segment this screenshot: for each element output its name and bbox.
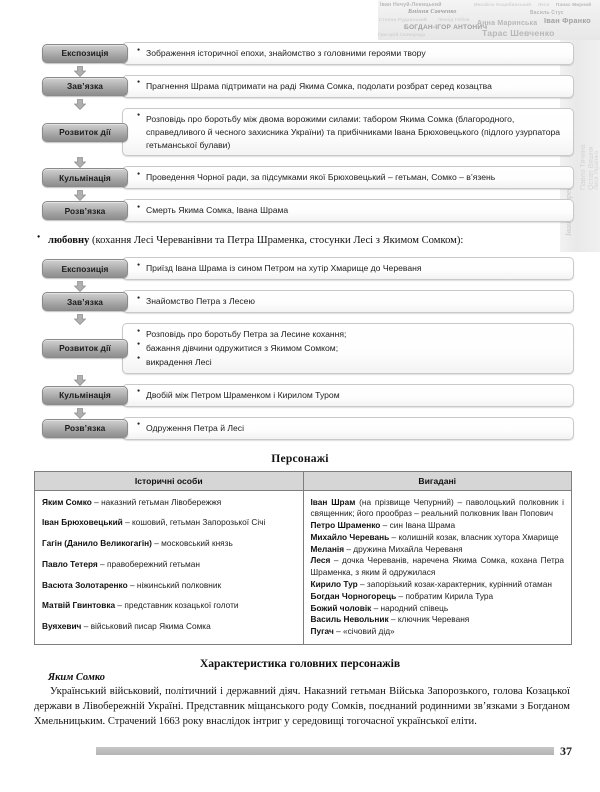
character-entry-name: Гагін (Данило Великогагін) (42, 538, 152, 549)
character-entry-desc: – дочка Череванів, наречена Якима Сомка, кохана Петра Шраменка, з яким й одружилася (310, 555, 564, 578)
list-item: ● Двобій між Петром Шраменком і Кирилом Туром (137, 389, 565, 402)
stage-content-box (122, 323, 574, 374)
stage-badge: Експозиція (42, 259, 128, 278)
stage-badge: Зав’язка (42, 77, 128, 96)
character-entry-desc: – син Івана Шрама (380, 520, 456, 531)
character-entry-desc: – «січовий дід» (333, 626, 395, 637)
page-title-characters: Персонажі (271, 451, 329, 465)
stage-badge: Розвиток дії (42, 339, 128, 358)
character-entry-desc: – народний співець (371, 602, 449, 613)
down-arrow-icon (74, 157, 86, 168)
character-entry (42, 538, 296, 550)
plot-flowchart-historical (0, 42, 600, 222)
character-entry-name: Меланія (310, 543, 345, 554)
character-entry (311, 520, 565, 532)
flow-stage-row (0, 166, 600, 189)
table-header-row (35, 471, 572, 490)
flow-stage-row (0, 257, 600, 280)
flow-stage-row (0, 384, 600, 407)
stage-content-box (122, 166, 574, 189)
character-entry (311, 603, 565, 615)
flow-stage-row (0, 108, 600, 157)
decorative-word: Іван Нечуй-Левицький (380, 2, 442, 8)
stage-item-list (137, 389, 565, 402)
decorative-word: Степан Руданський (379, 17, 427, 22)
stage-badge: Розв’язка (42, 201, 128, 220)
character-name-heading: Яким Сомко (48, 671, 105, 683)
cell-fictional-persons (303, 490, 572, 644)
stage-badge: Розв’язка (42, 419, 128, 438)
stage-badge: Кульмінація (42, 386, 128, 405)
list-item: ● Прагнення Шрама підтримати на раді Якима Сомка, подолати розбрат серед козацтва (137, 80, 565, 93)
decorative-word-vertical: Остап Вишня (588, 146, 595, 190)
character-entry (42, 497, 296, 509)
stage-item-list (137, 47, 565, 60)
character-entry (42, 600, 296, 612)
stage-badge: Експозиція (42, 44, 128, 63)
decorative-word: Вміння Савченко (408, 9, 457, 15)
decorative-word: Леонід Глібов (438, 17, 470, 22)
stage-item-list (137, 113, 565, 152)
down-arrow-icon (74, 190, 86, 201)
list-item: ● викрадення Лесі (137, 356, 565, 369)
page-footer (0, 744, 600, 758)
love-line-paragraph (48, 233, 570, 248)
cell-historical-persons (35, 490, 304, 644)
character-entry (311, 532, 565, 544)
character-entry (311, 591, 565, 603)
character-entry (42, 559, 296, 571)
character-entry-name: Іван Брюховецький (42, 517, 123, 528)
flow-stage-row (0, 323, 600, 374)
character-entry (311, 544, 565, 556)
list-item: ● бажання дівчини одружитися з Якимом Сомком; (137, 342, 565, 355)
column-header-historical: Історичні особи (35, 471, 304, 490)
character-entry (311, 555, 565, 579)
character-entry-name: Матвій Гвинтовка (42, 600, 116, 611)
stage-item-list (137, 295, 565, 308)
stage-item-list (137, 422, 565, 435)
character-entry-name: Іван Шрам (310, 496, 356, 507)
character-entry-name: Божий чоловік (310, 602, 372, 613)
love-line-rest: (кохання Лесі Череванівни та Петра Шраменка, стосунки Лесі з Якимом Сомком): (89, 235, 464, 247)
character-entry-name: Михайло Черевань (310, 531, 390, 542)
character-entry-desc: – московський князь (151, 538, 233, 549)
stage-content-box (122, 417, 574, 440)
stage-item-list (137, 262, 565, 275)
stage-content-box (122, 108, 574, 157)
stage-badge: Кульмінація (42, 168, 128, 187)
list-item: ● Одруження Петра й Лесі (137, 422, 565, 435)
stage-item-list (137, 328, 565, 369)
character-entry-desc: – запорізький козак-характерник, курінний отаман (357, 578, 552, 589)
love-line-lead: любовну (48, 235, 90, 247)
down-arrow-icon (74, 66, 86, 77)
stage-badge: Зав’язка (42, 292, 128, 311)
down-arrow-icon (74, 281, 86, 292)
stage-item-list (137, 171, 565, 184)
character-entry-name: Василь Невольник (310, 614, 389, 625)
list-item: ● Знайомство Петра з Лесею (137, 295, 565, 308)
list-item: ● Розповідь про боротьбу між двома ворожими силами: табором Якима Сомка (благородного, справедливого й чесного захисника України) та прибічниками Івана Брюховецького (підлого узурпатора гетьманської булави) (137, 113, 565, 152)
character-entry (311, 497, 565, 521)
down-arrow-icon (74, 314, 86, 325)
stage-item-list (137, 204, 565, 217)
list-item: ● Проведення Чорної ради, за підсумками якої Брюховецький – гетьман, Сомко – в’язень (137, 171, 565, 184)
column-header-fictional: Вигадані (303, 471, 572, 490)
character-entry-desc: – військовий писар Якима Сомка (81, 621, 211, 632)
down-arrow-icon (74, 408, 86, 419)
character-entry-name: Кирило Тур (310, 578, 358, 589)
character-entry-desc: (на прізвище Чепурний) – паволоцький полковник і священник; його прообраз – реальний полковник Іван Попович (310, 496, 564, 519)
character-entry-desc: – наказний гетьман Лівобережжя (91, 496, 222, 507)
decorative-word: Тарас Шевченко (482, 28, 555, 38)
character-entry-desc: – колишній козак, власник хутора Хмарище (389, 531, 559, 542)
character-entry-desc: – побратим Кирила Тура (396, 590, 494, 601)
character-entry (42, 621, 296, 633)
character-description-text: Український військовий, політичний і державний діяч. Наказний гетьман Війська Запорозького, голова Козацької держави в Лівобережній Україні. Представник міщанського роду Сомків, поєднаний родинними зв’язками з Богданом Хмельницьким. Страчений 1663 року внаслідок інтриг у середовищі тогочасної української еліти. (34, 685, 570, 728)
down-arrow-icon (74, 99, 86, 110)
character-entry-name: Яким Сомко (42, 496, 92, 507)
decorative-word-vertical: Леся Українка (594, 150, 600, 190)
decorative-word: Григорій Сковорода (378, 32, 426, 37)
stage-badge: Розвиток дії (42, 123, 128, 142)
plot-flowchart-love (0, 257, 600, 439)
character-entry-name: Вуяхевич (42, 621, 82, 632)
stage-content-box (122, 290, 574, 313)
decorative-word: Михайло Коцюбинський (474, 2, 532, 7)
stage-content-box (122, 257, 574, 280)
character-entry (311, 626, 565, 638)
decorative-word: Іван Франко (544, 16, 591, 25)
stage-content-box (122, 384, 574, 407)
stage-content-box (122, 75, 574, 98)
decorative-word: Анна Маринська (477, 20, 538, 27)
stage-content-box (122, 42, 574, 65)
character-entry-name: Павло Тетеря (42, 558, 98, 569)
character-entry-desc: – кошовий, гетьман Запорозької Січі (122, 517, 266, 528)
character-entry-name: Леся (310, 555, 331, 566)
character-entry-name: Петро Шраменко (310, 520, 381, 531)
down-arrow-icon (74, 375, 86, 386)
footer-rule (96, 747, 554, 755)
character-entry-desc: – ключник Череваня (388, 614, 470, 625)
flow-stage-row (0, 42, 600, 65)
list-item: ● Зображення історичної епохи, знайомство з головними героями твору (137, 47, 565, 60)
character-entry (311, 579, 565, 591)
flow-stage-row (0, 75, 600, 98)
character-entry (42, 517, 296, 529)
character-entry-name: Богдан Чорногорець (310, 590, 397, 601)
decorative-word: БОГДАН-ІГОР АНТОНИЧ (404, 24, 488, 31)
character-entry-desc: – представник козацької голоти (115, 600, 239, 611)
character-entry (42, 580, 296, 592)
character-entry-name: Пугач (310, 626, 334, 637)
stage-content-box (122, 199, 574, 222)
decorative-word-vertical: Павло Тичина (580, 144, 587, 190)
page-number: 37 (560, 743, 572, 758)
table-row (35, 490, 572, 644)
page-title-characteristics: Характеристика головних персонажів (199, 656, 401, 670)
list-item: ● Смерть Якима Сомка, Івана Шрама (137, 204, 565, 217)
character-entry-name: Васюта Золотаренко (42, 579, 128, 590)
character-entry-desc: – правобережний гетьман (97, 558, 200, 569)
character-entry-desc: – дружина Михайла Череваня (344, 543, 463, 554)
characters-table (34, 471, 572, 645)
list-item: ● Розповідь про боротьбу Петра за Лесине кохання; (137, 328, 565, 341)
decorative-word: Панас Мирний (556, 2, 592, 7)
decorative-word: Леся (538, 2, 550, 7)
flow-stage-row (0, 417, 600, 440)
flow-stage-row (0, 199, 600, 222)
decorative-word: Василь Стус (530, 10, 564, 16)
character-entry-desc: – ніжинський полковник (127, 579, 222, 590)
stage-item-list (137, 80, 565, 93)
flow-stage-row (0, 290, 600, 313)
list-item: ● Приїзд Івана Шрама із сином Петром на хутір Хмарище до Череваня (137, 262, 565, 275)
character-entry (311, 614, 565, 626)
